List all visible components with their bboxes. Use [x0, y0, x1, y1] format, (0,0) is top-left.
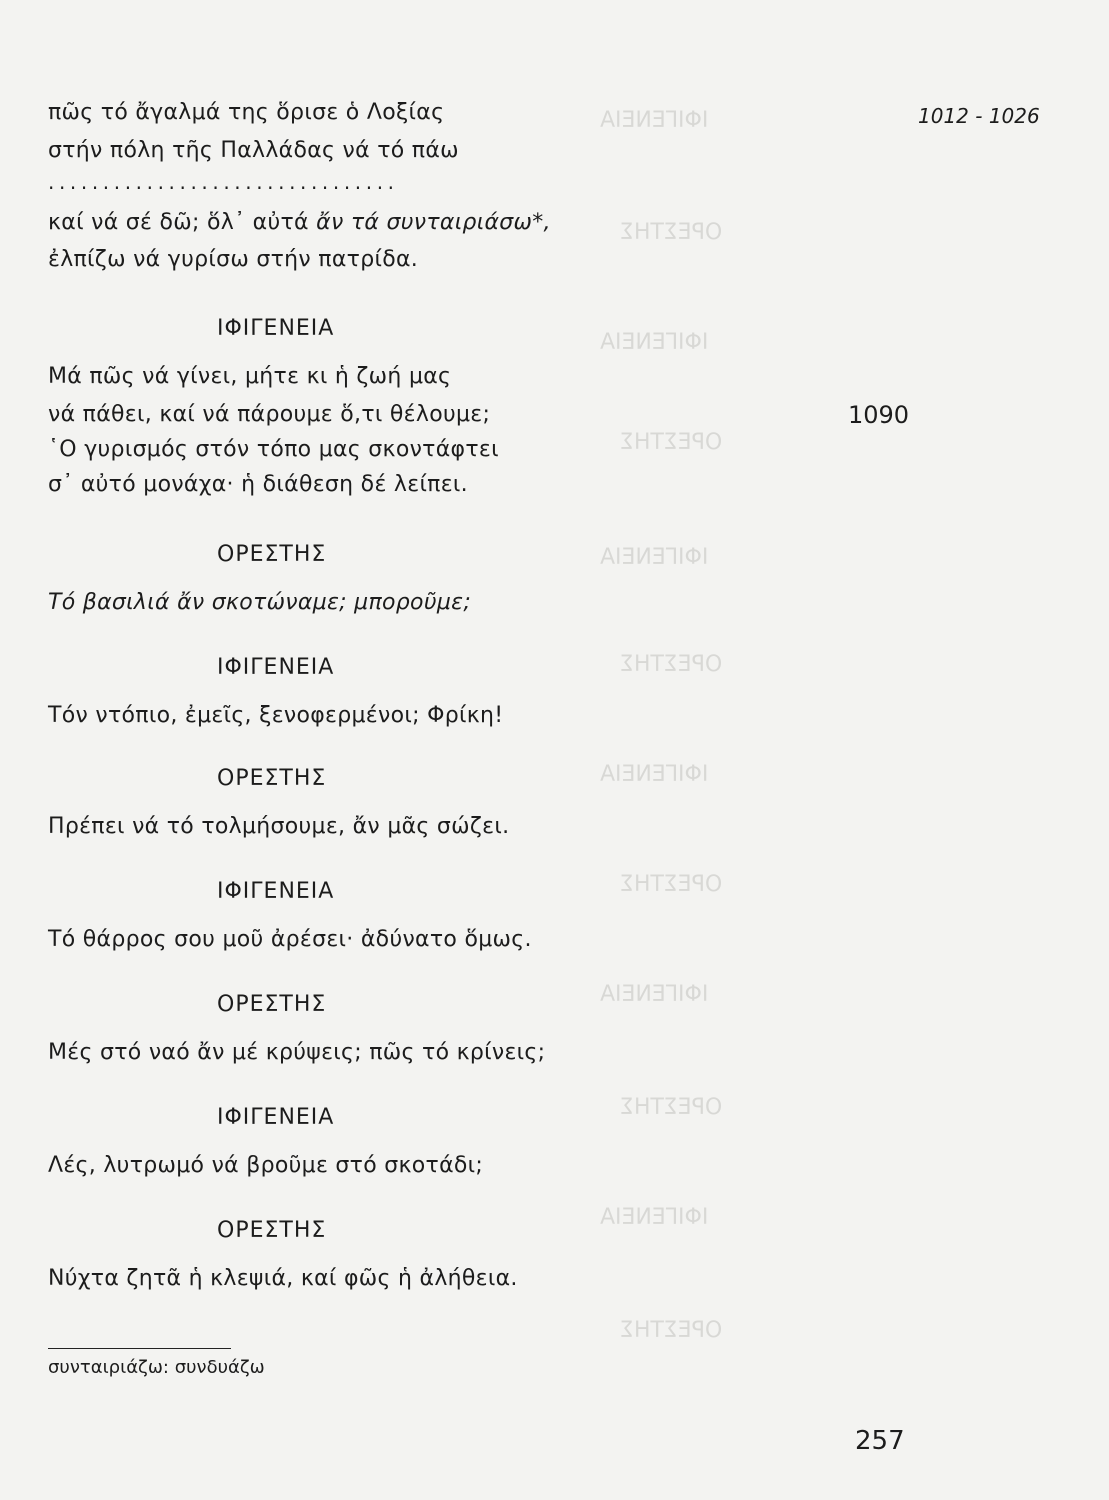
verse-line: ῾Ο γυρισμός στόν τόπο μας σκοντάφτει	[48, 437, 499, 462]
verse-line: ἐλπίζω νά γυρίσω στήν πατρίδα.	[48, 247, 419, 272]
verse-line	[48, 210, 551, 235]
verse-line: νά πάθει, καί νά πάρουμε ὅ,τι θέλουμε;	[48, 402, 491, 427]
footnote-rule	[48, 1348, 231, 1349]
speaker-name: ΙΦΙΓΕΝΕΙΑ	[217, 316, 335, 341]
speaker-name: ΟΡΕΣΤΗΣ	[217, 766, 327, 791]
footnoted-phrase: ἄν τά συνταιριάσω*,	[316, 210, 551, 235]
speaker-name: ΟΡΕΣΤΗΣ	[217, 542, 327, 567]
verse-line: Τόν ντόπιο, ἐμεῖς, ξενοφερμένοι; Φρίκη!	[48, 703, 504, 728]
speaker-name: ΙΦΙΓΕΝΕΙΑ	[217, 1105, 335, 1130]
verse-line: Νύχτα ζητᾶ ἡ κλεψιά, καί φῶς ἡ ἀλήθεια.	[48, 1266, 518, 1291]
verse-line-number: 1090	[848, 401, 910, 429]
verse-line: Τό θάρρος σου μοῦ ἀρέσει· ἀδύνατο ὅμως.	[48, 927, 532, 952]
verse-line: Τό βασιλιά ἄν σκοτώναμε; μποροῦμε;	[48, 590, 472, 615]
speaker-name: ΙΦΙΓΕΝΕΙΑ	[217, 879, 335, 904]
footnote: συνταιριάζω: συνδυάζω	[48, 1357, 265, 1378]
ellipsis-gap: ................................	[48, 170, 399, 194]
verse-line: σ᾽ αὐτό μονάχα· ἡ διάθεση δέ λείπει.	[48, 472, 468, 497]
verse-text: καί νά σέ δῶ; ὅλ᾽ αὐτά	[48, 210, 317, 235]
page-number: 257	[855, 1426, 905, 1456]
speaker-name: ΙΦΙΓΕΝΕΙΑ	[217, 655, 335, 680]
speaker-name: ΟΡΕΣΤΗΣ	[217, 1218, 327, 1243]
verse-line: Πρέπει νά τό τολμήσουμε, ἄν μᾶς σώζει.	[48, 814, 510, 839]
speaker-name: ΟΡΕΣΤΗΣ	[217, 992, 327, 1017]
verse-line: πῶς τό ἄγαλμά της ὅρισε ὁ Λοξίας	[48, 100, 445, 125]
verse-line: στήν πόλη τῆς Παλλάδας νά τό πάω	[48, 138, 459, 163]
book-page: ΙΦΙΓΕΝΕΙΑ ΟΡΕΣΤΗΣ ΙΦΙΓΕΝΕΙΑ ΟΡΕΣΤΗΣ ΙΦΙΓΕΝΕΙΑ ΟΡΕΣΤΗΣ ΙΦΙΓΕΝΕΙΑ ΟΡΕΣΤΗΣ ΙΦΙΓΕΝΕΙΑ ΟΡΕΣΤΗΣ ΙΦΙΓΕΝΕΙΑ ΟΡΕΣΤΗΣ 1012 - 1026 πῶς τό ἄγαλμά της ὅρισε ὁ Λοξίας στήν πόλη τῆς Παλλάδας νά τό πάω ................................ καί νά σέ δῶ; ὅλ᾽ αὐτά ἄν τά συνταιριάσω*, ἐλπίζω νά γυρίσω στήν πατρίδα. ΙΦΙΓΕΝΕΙΑ Μά πῶς νά γίνει, μήτε κι ἡ ζωή μας νά πάθει, καί νά πάρουμε ὅ,τι θέλουμε; 1090 ῾Ο γυρισμός στόν τόπο μας σκοντάφτει σ᾽ αὐτό μονάχα· ἡ διάθεση δέ λείπει. ΟΡΕΣΤΗΣ Τό βασιλιά ἄν σκοτώναμε; μποροῦμε; ΙΦΙΓΕΝΕΙΑ Τόν ντόπιο, ἐμεῖς, ξενοφερμένοι; Φρίκη! ΟΡΕΣΤΗΣ Πρέπει νά τό τολμήσουμε, ἄν μᾶς σώζει. ΙΦΙΓΕΝΕΙΑ Τό θάρρος σου μοῦ ἀρέσει· ἀδύνατο ὅμως. ΟΡΕΣΤΗΣ Μές στό ναό ἄν μέ κρύψεις; πῶς τό κρίνεις; ΙΦΙΓΕΝΕΙΑ Λές, λυτρωμό νά βροῦμε στό σκοτάδι; ΟΡΕΣΤΗΣ Νύχτα ζητᾶ ἡ κλεψιά, καί φῶς ἡ ἀλήθεια. συνταιριάζω: συνδυάζω 257	[48, 100, 1040, 1456]
verse-line: Λές, λυτρωμό νά βροῦμε στό σκοτάδι;	[48, 1153, 484, 1178]
verse-line: Μές στό ναό ἄν μέ κρύψεις; πῶς τό κρίνεις;	[48, 1040, 546, 1065]
verse-line: Μά πῶς νά γίνει, μήτε κι ἡ ζωή μας	[48, 364, 452, 389]
line-range-reference: 1012 - 1026	[918, 104, 1040, 128]
